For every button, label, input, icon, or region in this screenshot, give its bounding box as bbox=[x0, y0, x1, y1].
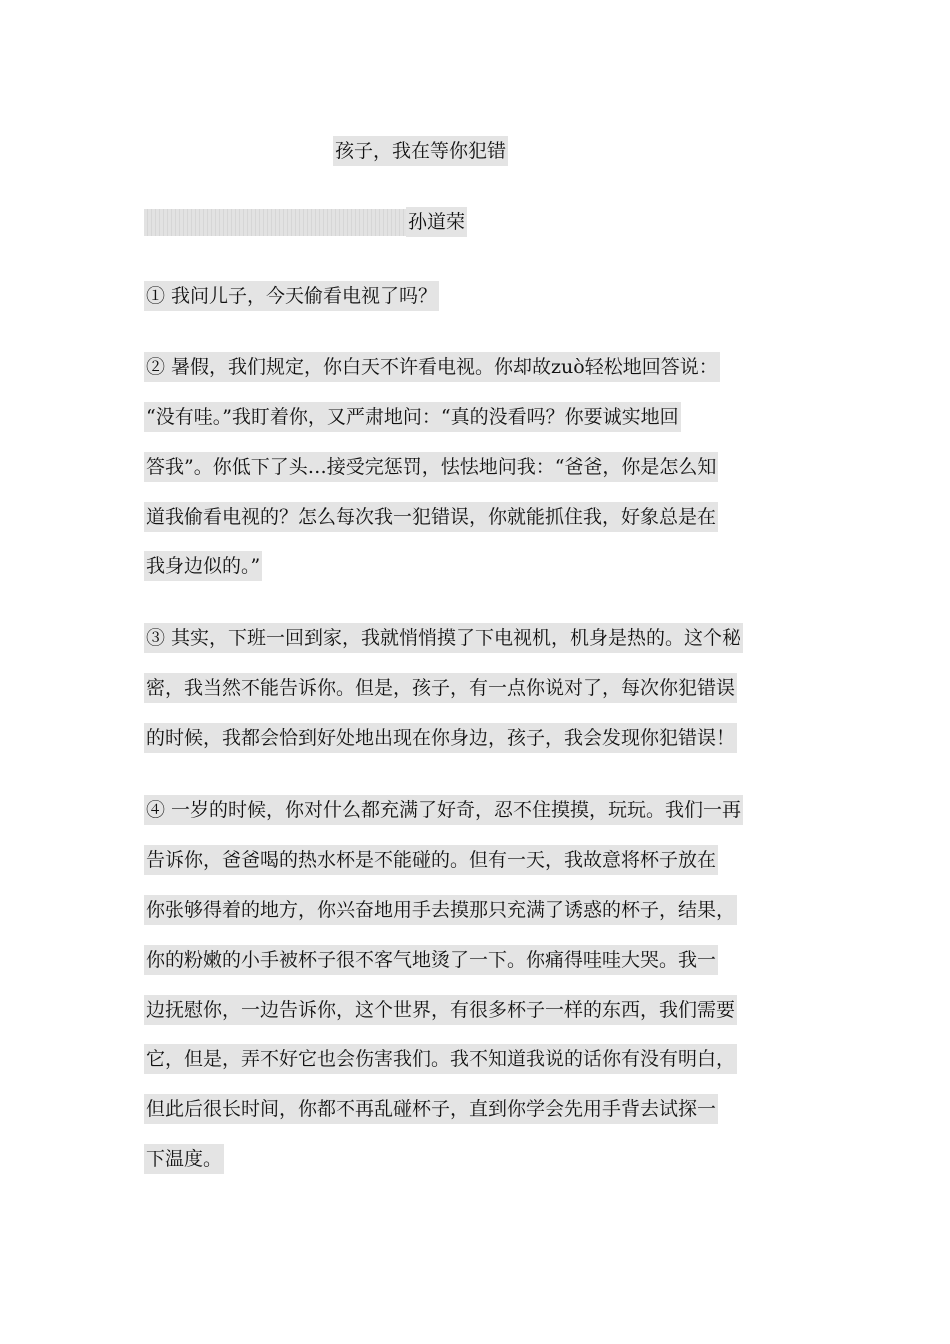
text-line: ④ 一岁的时候，你对什么都充满了好奇，忍不住摸摸，玩玩。我们一再 bbox=[144, 795, 743, 825]
author-name: 孙道荣 bbox=[406, 207, 467, 237]
text-line: 我身边似的。” bbox=[144, 551, 262, 581]
text-line: 你张够得着的地方，你兴奋地用手去摸那只充满了诱惑的杯子，结果， bbox=[144, 895, 737, 925]
text-line: ③ 其实，下班一回到家，我就悄悄摸了下电视机，机身是热的。这个秘 bbox=[144, 623, 743, 653]
text-line: 答我”。你低下了头…接受完惩罚，怯怯地问我：“爸爸，你是怎么知 bbox=[144, 452, 718, 482]
text-line: 但此后很长时间，你都不再乱碰杯子，直到你学会先用手背去试探一 bbox=[144, 1094, 718, 1124]
text-line: 密，我当然不能告诉你。但是，孩子，有一点你说对了，每次你犯错误 bbox=[144, 673, 737, 703]
text-line: 道我偷看电视的？怎么每次我一犯错误，你就能抓住我，好象总是在 bbox=[144, 502, 718, 532]
text-line: 的时候，我都会恰到好处地出现在你身边，孩子，我会发现你犯错误！ bbox=[144, 723, 737, 753]
author-line-padding bbox=[144, 209, 406, 236]
article-title: 孩子，我在等你犯错 bbox=[333, 136, 508, 166]
text-line: 你的粉嫩的小手被杯子很不客气地烫了一下。你痛得哇哇大哭。我一 bbox=[144, 945, 718, 975]
text-line: ② 暑假，我们规定，你白天不许看电视。你却故zuò轻松地回答说： bbox=[144, 352, 720, 382]
text-line: ① 我问儿子，今天偷看电视了吗？ bbox=[144, 281, 439, 311]
text-line: 它，但是，弄不好它也会伤害我们。我不知道我说的话你有没有明白， bbox=[144, 1044, 737, 1074]
text-line: “没有哇。”我盯着你，又严肃地问：“真的没看吗？你要诚实地回 bbox=[144, 402, 681, 432]
text-line: 边抚慰你，一边告诉你，这个世界，有很多杯子一样的东西，我们需要 bbox=[144, 995, 737, 1025]
text-line: 告诉你，爸爸喝的热水杯是不能碰的。但有一天，我故意将杯子放在 bbox=[144, 845, 718, 875]
text-line: 下温度。 bbox=[144, 1144, 224, 1174]
